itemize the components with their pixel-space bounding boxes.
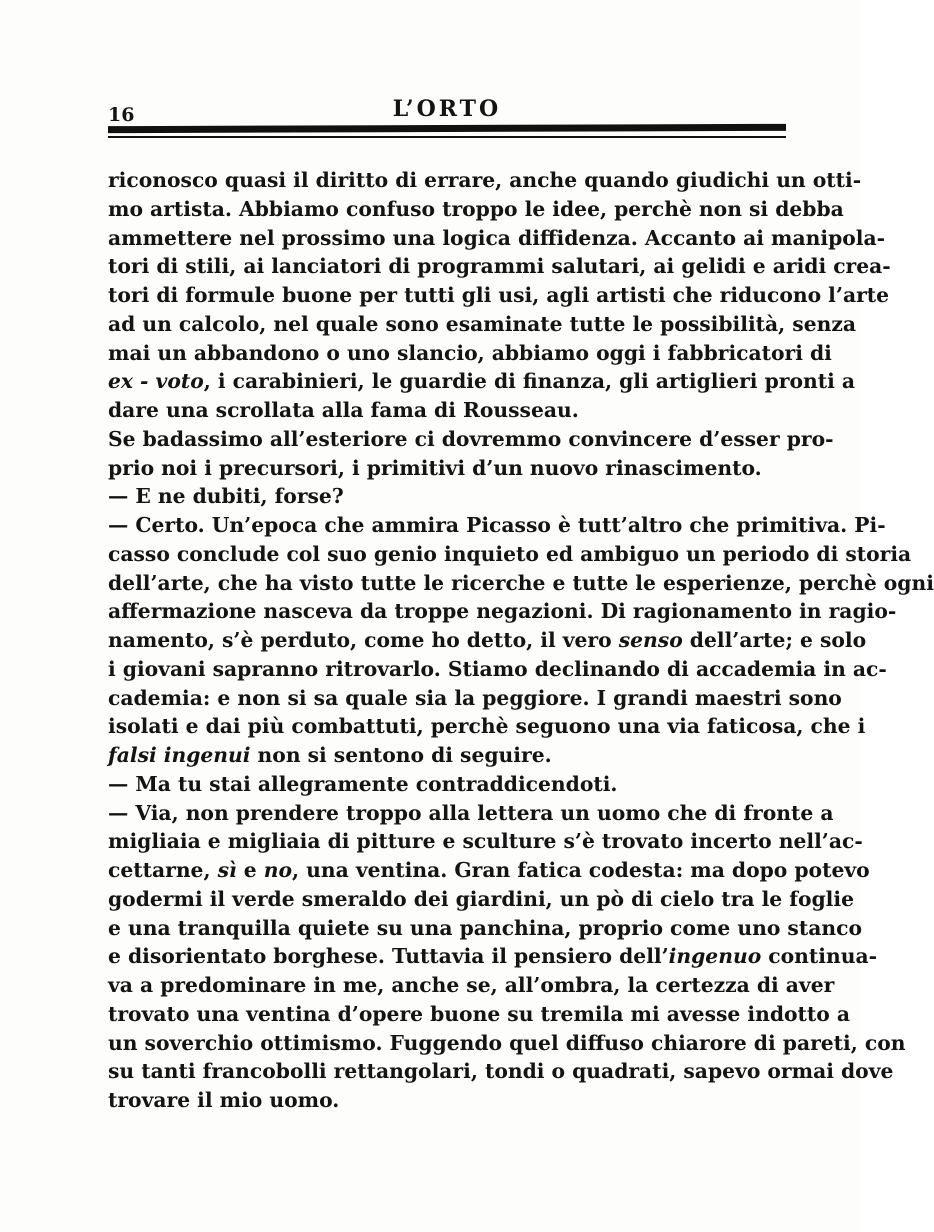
italic-text: ingenuo [668, 944, 762, 969]
text-line [108, 1057, 894, 1086]
text-line [108, 224, 886, 253]
text-segment: e una tranquilla quiete su una panchina, proprio come uno stanco [108, 915, 862, 940]
text-segment: — Via, non prendere troppo alla lettera un uomo che di fronte a [108, 800, 834, 825]
text-segment: tori di formule buone per tutti gli usi, agli artisti che riducono l’arte [108, 283, 890, 307]
text-line [108, 770, 788, 799]
text-segment: — Certo. Un’epoca che ammira Picasso è tutt’altro che primitiva. Pi- [108, 513, 886, 537]
text-segment: , i carabinieri, le guardie di finanza, gli artiglieri pronti a [203, 369, 855, 394]
text-segment: e [236, 858, 264, 882]
text-line [108, 856, 870, 885]
text-line [108, 195, 844, 224]
text-line [108, 885, 854, 914]
text-segment: e disorientato borghese. Tuttavia il pensiero dell’ [108, 944, 669, 969]
text-segment: riconosco quasi il diritto di errare, anche quando giudichi un otti- [108, 168, 862, 192]
text-segment: dell’arte, che ha visto tutte le ricerche e tutte le esperienze, perchè ogni [108, 570, 934, 595]
text-line [108, 367, 855, 396]
body-text [108, 166, 934, 1115]
text-segment: isolati e dai più combattuti, perchè seguono una via faticosa, che i [108, 714, 866, 739]
text-line [108, 597, 897, 626]
text-line [108, 1086, 788, 1115]
text-segment: — Ma tu stai allegramente contraddicendoti. [108, 771, 618, 796]
text-segment: cettarne, [108, 858, 218, 882]
text-line [108, 339, 832, 368]
running-title: L’ORTO [392, 96, 502, 122]
text-line [108, 712, 866, 741]
text-segment: va a predominare in me, anche se, all’ombra, la certezza di aver [108, 973, 835, 997]
text-segment: migliaia e migliaia di pitture e sculture s’è trovato incerto nell’ac- [108, 829, 863, 854]
text-segment: dare una scrollata alla fama di Rousseau. [108, 398, 579, 422]
text-segment: un soverchio ottimismo. Fuggendo quel diffuso chiarore di pareti, con [108, 1030, 906, 1055]
text-line [108, 827, 863, 856]
text-line [108, 942, 878, 971]
text-line [108, 310, 857, 339]
text-line [108, 511, 886, 540]
text-segment: mo artista. Abbiamo confuso troppo le idee, perchè non si debba [108, 196, 844, 221]
header-rule-thick [108, 124, 786, 133]
text-line [108, 971, 835, 1000]
text-segment: — E ne dubiti, forse? [108, 484, 344, 509]
text-line [108, 684, 842, 713]
text-line [108, 1029, 906, 1058]
text-segment: cademia: e non si sa quale sia la peggiore. I grandi maestri sono [108, 685, 842, 710]
text-line [108, 569, 934, 598]
text-segment: continua- [761, 944, 878, 969]
text-line [108, 626, 867, 655]
text-line [108, 482, 788, 511]
italic-text: no [263, 858, 293, 882]
text-line [108, 396, 788, 425]
text-line [108, 454, 788, 483]
text-line [108, 741, 788, 770]
text-segment: prio noi i precursori, i primitivi d’un nuovo rinascimento. [108, 455, 762, 480]
italic-text: ex - voto [108, 369, 204, 394]
text-line [108, 540, 912, 569]
page-number: 16 [108, 104, 135, 126]
text-segment: i giovani sapranno ritrovarlo. Stiamo declinando di accademia in ac- [108, 656, 887, 681]
text-line [108, 1000, 851, 1029]
text-line [108, 281, 890, 310]
text-segment: tori di stili, ai lanciatori di programmi salutari, ai gelidi e aridi crea- [108, 254, 891, 279]
text-segment: Se badassimo all’esteriore ci dovremmo convincere d’esser pro- [108, 426, 834, 451]
text-line [108, 655, 887, 684]
italic-text: falsi ingenui [108, 743, 251, 767]
text-segment: casso conclude col suo genio inquieto ed ambiguo un periodo di storia [108, 541, 912, 566]
text-segment: non si sentono di seguire. [250, 743, 552, 767]
italic-text: senso [618, 628, 683, 652]
text-line [108, 914, 862, 943]
text-segment: dell’arte; e solo [682, 628, 867, 652]
text-segment: ad un calcolo, nel quale sono esaminate tutte le possibilità, senza [108, 311, 857, 336]
header-rule-thin [108, 136, 786, 138]
text-line [108, 252, 891, 281]
text-segment: ammettere nel prossimo una logica diffidenza. Accanto ai manipola- [108, 225, 886, 250]
text-segment: affermazione nasceva da troppe negazioni. Di ragionamento in ragio- [108, 599, 897, 624]
text-segment: namento, s’è perduto, come ho detto, il vero [108, 628, 619, 652]
text-segment: su tanti francobolli rettangolari, tondi o quadrati, sapevo ormai dove [108, 1059, 894, 1084]
text-segment: mai un abbandono o uno slancio, abbiamo oggi i fabbricatori di [108, 340, 832, 365]
page-header [108, 92, 786, 126]
text-segment: trovare il mio uomo. [108, 1088, 340, 1112]
italic-text: sì [217, 858, 237, 882]
text-line [108, 425, 834, 454]
text-segment: , una ventina. Gran fatica codesta: ma dopo potevo [292, 858, 870, 882]
text-segment: trovato una ventina d’opere buone su tremila mi avesse indotto a [108, 1001, 851, 1026]
text-line [108, 799, 834, 828]
text-line [108, 166, 862, 195]
text-segment: godermi il verde smeraldo dei giardini, un pò di cielo tra le foglie [108, 886, 854, 911]
